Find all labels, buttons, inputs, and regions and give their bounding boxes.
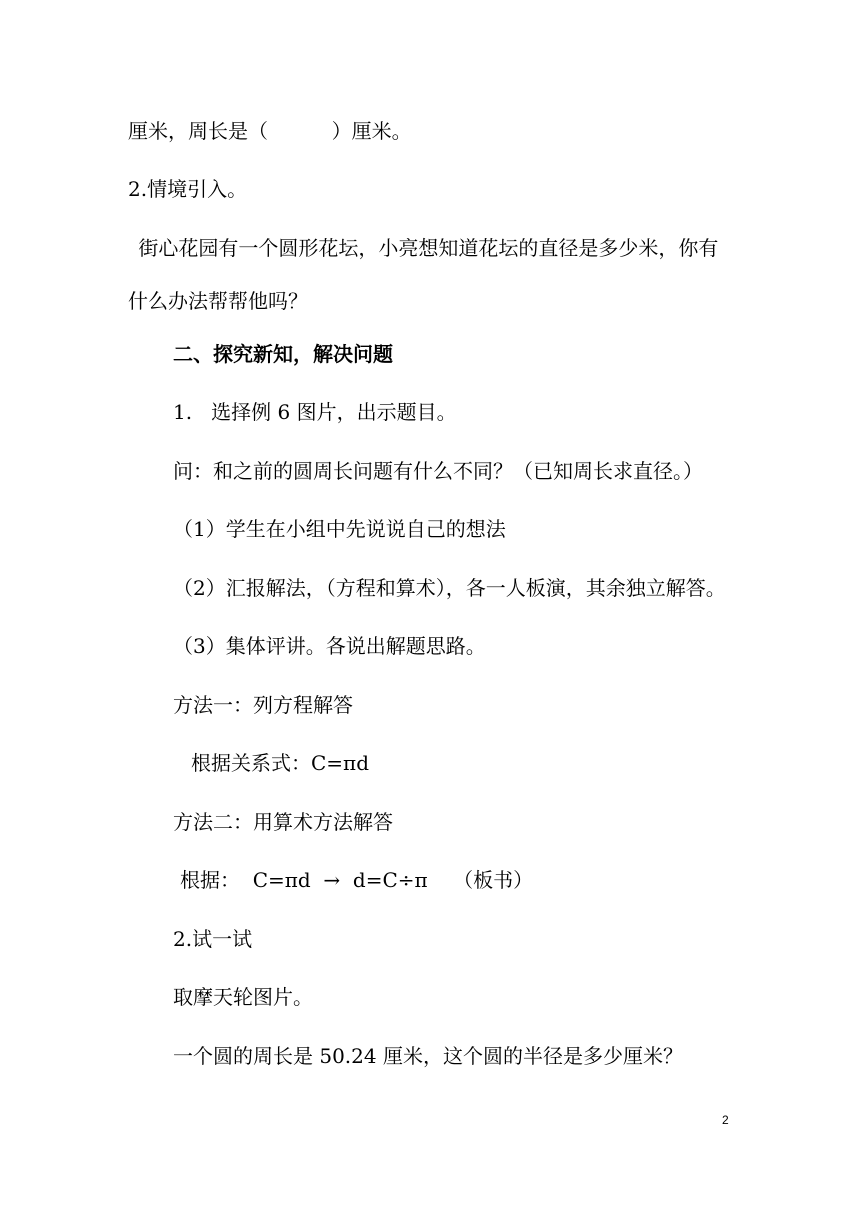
page-number: 2	[722, 1113, 729, 1127]
text-line: 2.情境引入。	[128, 177, 248, 201]
text-line: （2）汇报解法，（方程和算术），各一人板演，其余独立解答。	[173, 576, 726, 600]
text-line: （1）学生在小组中先说说自己的想法	[173, 517, 506, 541]
text-line: 街心花园有一个圆形花坛，小亮想知道花坛的直径是多少米，你有	[132, 236, 719, 260]
text-line: 什么办法帮帮他吗？	[128, 289, 308, 313]
formula-line: 根据： C=πd → d=C÷π （板书）	[180, 868, 534, 892]
text-line: 2.试一试	[173, 927, 253, 951]
text-line: 一个圆的周长是 50.24 厘米，这个圆的半径是多少厘米？	[173, 1044, 683, 1068]
section-heading: 二、探究新知，解决问题	[173, 342, 393, 366]
formula-line: 根据关系式：C=πd	[191, 751, 370, 775]
text-line: 厘米，周长是（ ）厘米。	[128, 119, 412, 143]
text-line: 取摩天轮图片。	[173, 985, 313, 1009]
text-line: 方法二：用算术方法解答	[173, 810, 393, 834]
text-line: 问：和之前的圆周长问题有什么不同？（已知周长求直径。）	[173, 459, 703, 483]
text-line: （3）集体评讲。各说出解题思路。	[173, 634, 486, 658]
text-line: 方法一：列方程解答	[173, 693, 353, 717]
text-line: 1. 选择例 6 图片，出示题目。	[173, 400, 457, 424]
